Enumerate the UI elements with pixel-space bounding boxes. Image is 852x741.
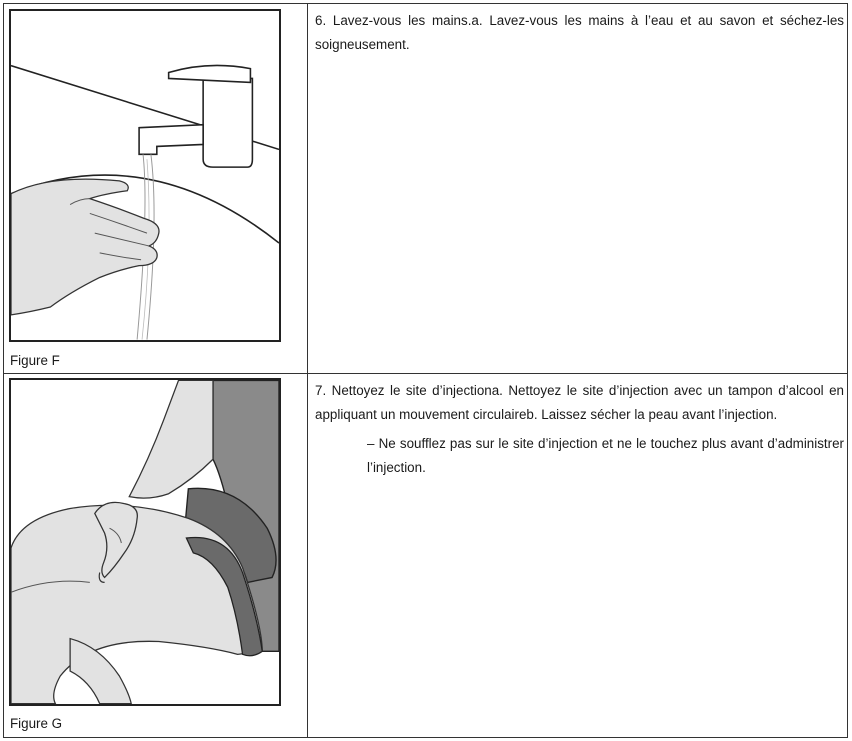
figure-g-illustration bbox=[9, 378, 281, 706]
figure-f-caption: Figure F bbox=[10, 353, 60, 368]
table-row-step-7 bbox=[4, 374, 847, 737]
step-7-text-cell bbox=[309, 374, 847, 737]
step-7-sub-bullet: – Ne soufflez pas sur le site d’injection et ne le touchez plus avant d’administrer l’injection. bbox=[367, 436, 844, 475]
table-row-step-6 bbox=[4, 4, 847, 374]
step-6-text-cell bbox=[309, 4, 847, 373]
hand-washing-illustration bbox=[11, 11, 279, 340]
step-7-text: 7. Nettoyez le site d’injectiona. Nettoyez le site d’injection avec un tampon d’alcool en appliquant un mouvement circulaireb. Laissez sécher la peau avant l’injection. bbox=[315, 383, 844, 422]
figure-g-caption: Figure G bbox=[10, 716, 63, 731]
instruction-table bbox=[3, 3, 848, 738]
step-6-text: 6. Lavez-vous les mains.a. Lavez-vous les mains à l’eau et au savon et séchez-les soigneusement. bbox=[315, 13, 844, 52]
thigh-cleaning-illustration bbox=[11, 380, 279, 704]
figure-f-illustration bbox=[9, 9, 281, 342]
figure-cell-f bbox=[4, 4, 308, 373]
figure-cell-g bbox=[4, 374, 308, 737]
